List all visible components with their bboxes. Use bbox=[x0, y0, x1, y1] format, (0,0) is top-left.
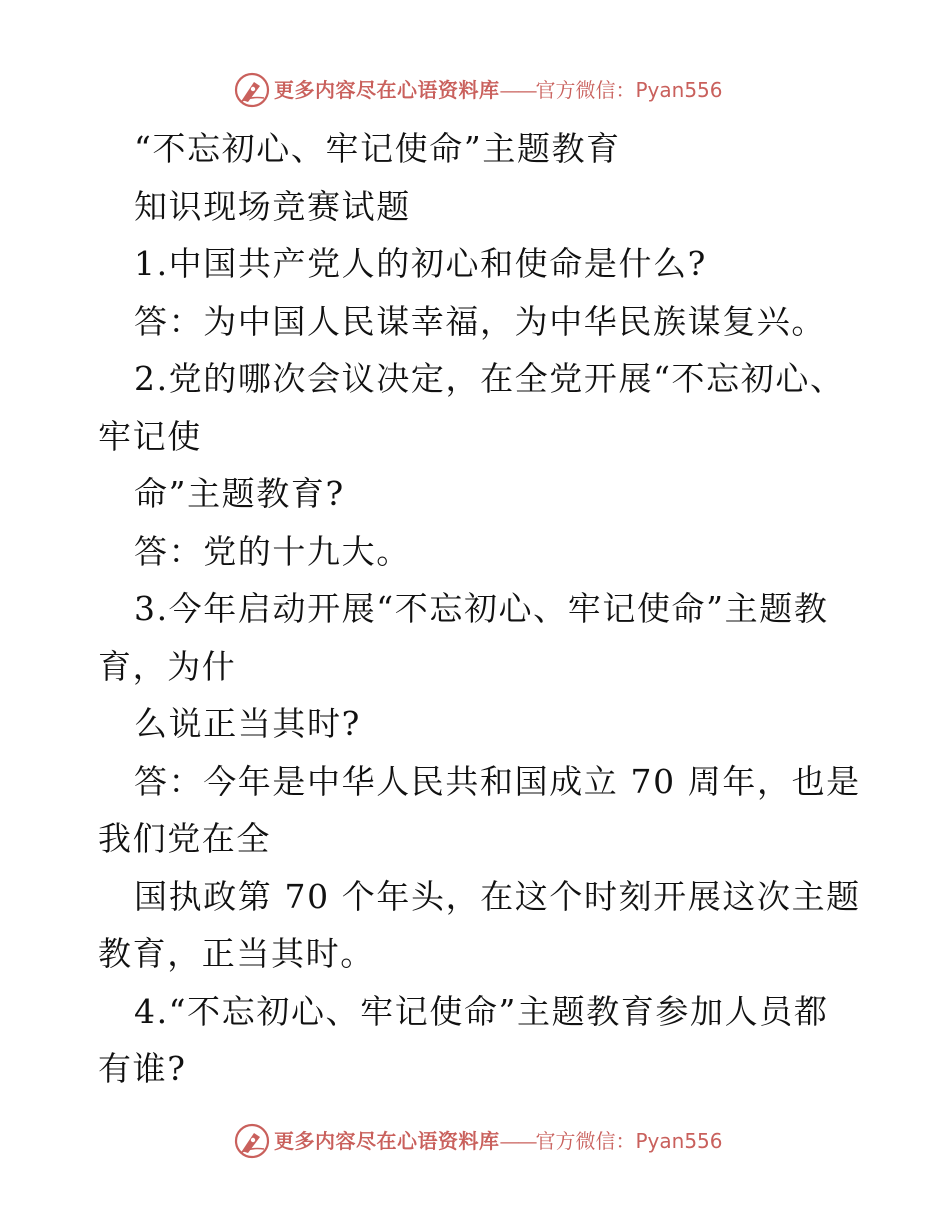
question-3-line-3: 么说正当其时? bbox=[134, 704, 361, 743]
pen-nib-logo-icon bbox=[234, 72, 270, 108]
answer-3-line-4: 教育，正当其时。 bbox=[98, 934, 375, 973]
question-2-line-2: 牢记使 bbox=[98, 416, 202, 456]
answer-3-line-3: 国执政第 70 个年头，在这个时刻开展这次主题 bbox=[134, 876, 861, 916]
header-banner bbox=[234, 72, 723, 108]
answer-3-line-2: 我们党在全 bbox=[98, 819, 271, 858]
doc-title-line-1: “不忘初心、牢记使命”主题教育 bbox=[134, 129, 621, 168]
pen-nib-logo-icon bbox=[234, 1123, 270, 1159]
question-1: 1.中国共产党人的初心和使命是什么? bbox=[134, 244, 707, 283]
document-body bbox=[98, 120, 861, 1098]
answer-1: 答：为中国人民谋幸福，为中华民族谋复兴。 bbox=[134, 301, 826, 341]
question-4-line-2: 有谁? bbox=[98, 1049, 187, 1088]
answer-3-line-1: 答：今年是中华人民共和国成立 70 周年，也是 bbox=[134, 761, 861, 801]
answer-2: 答：党的十九大。 bbox=[134, 531, 411, 571]
footer-banner bbox=[234, 1123, 723, 1159]
question-4-line-1: 4.“不忘初心、牢记使命”主题教育参加人员都 bbox=[134, 991, 829, 1031]
question-3-line-1: 3.今年启动开展“不忘初心、牢记使命”主题教 bbox=[134, 589, 829, 628]
doc-title-line-2: 知识现场竞赛试题 bbox=[134, 186, 411, 226]
footer-banner-text: 更多内容尽在心语资料库——官方微信：Pyan556 bbox=[274, 1129, 723, 1153]
question-2-line-3: 命”主题教育? bbox=[134, 474, 345, 513]
question-2-line-1: 2.党的哪次会议决定，在全党开展“不忘初心、 bbox=[134, 359, 845, 398]
header-banner-text: 更多内容尽在心语资料库——官方微信：Pyan556 bbox=[274, 78, 723, 102]
question-3-line-2: 育，为什 bbox=[98, 646, 237, 686]
